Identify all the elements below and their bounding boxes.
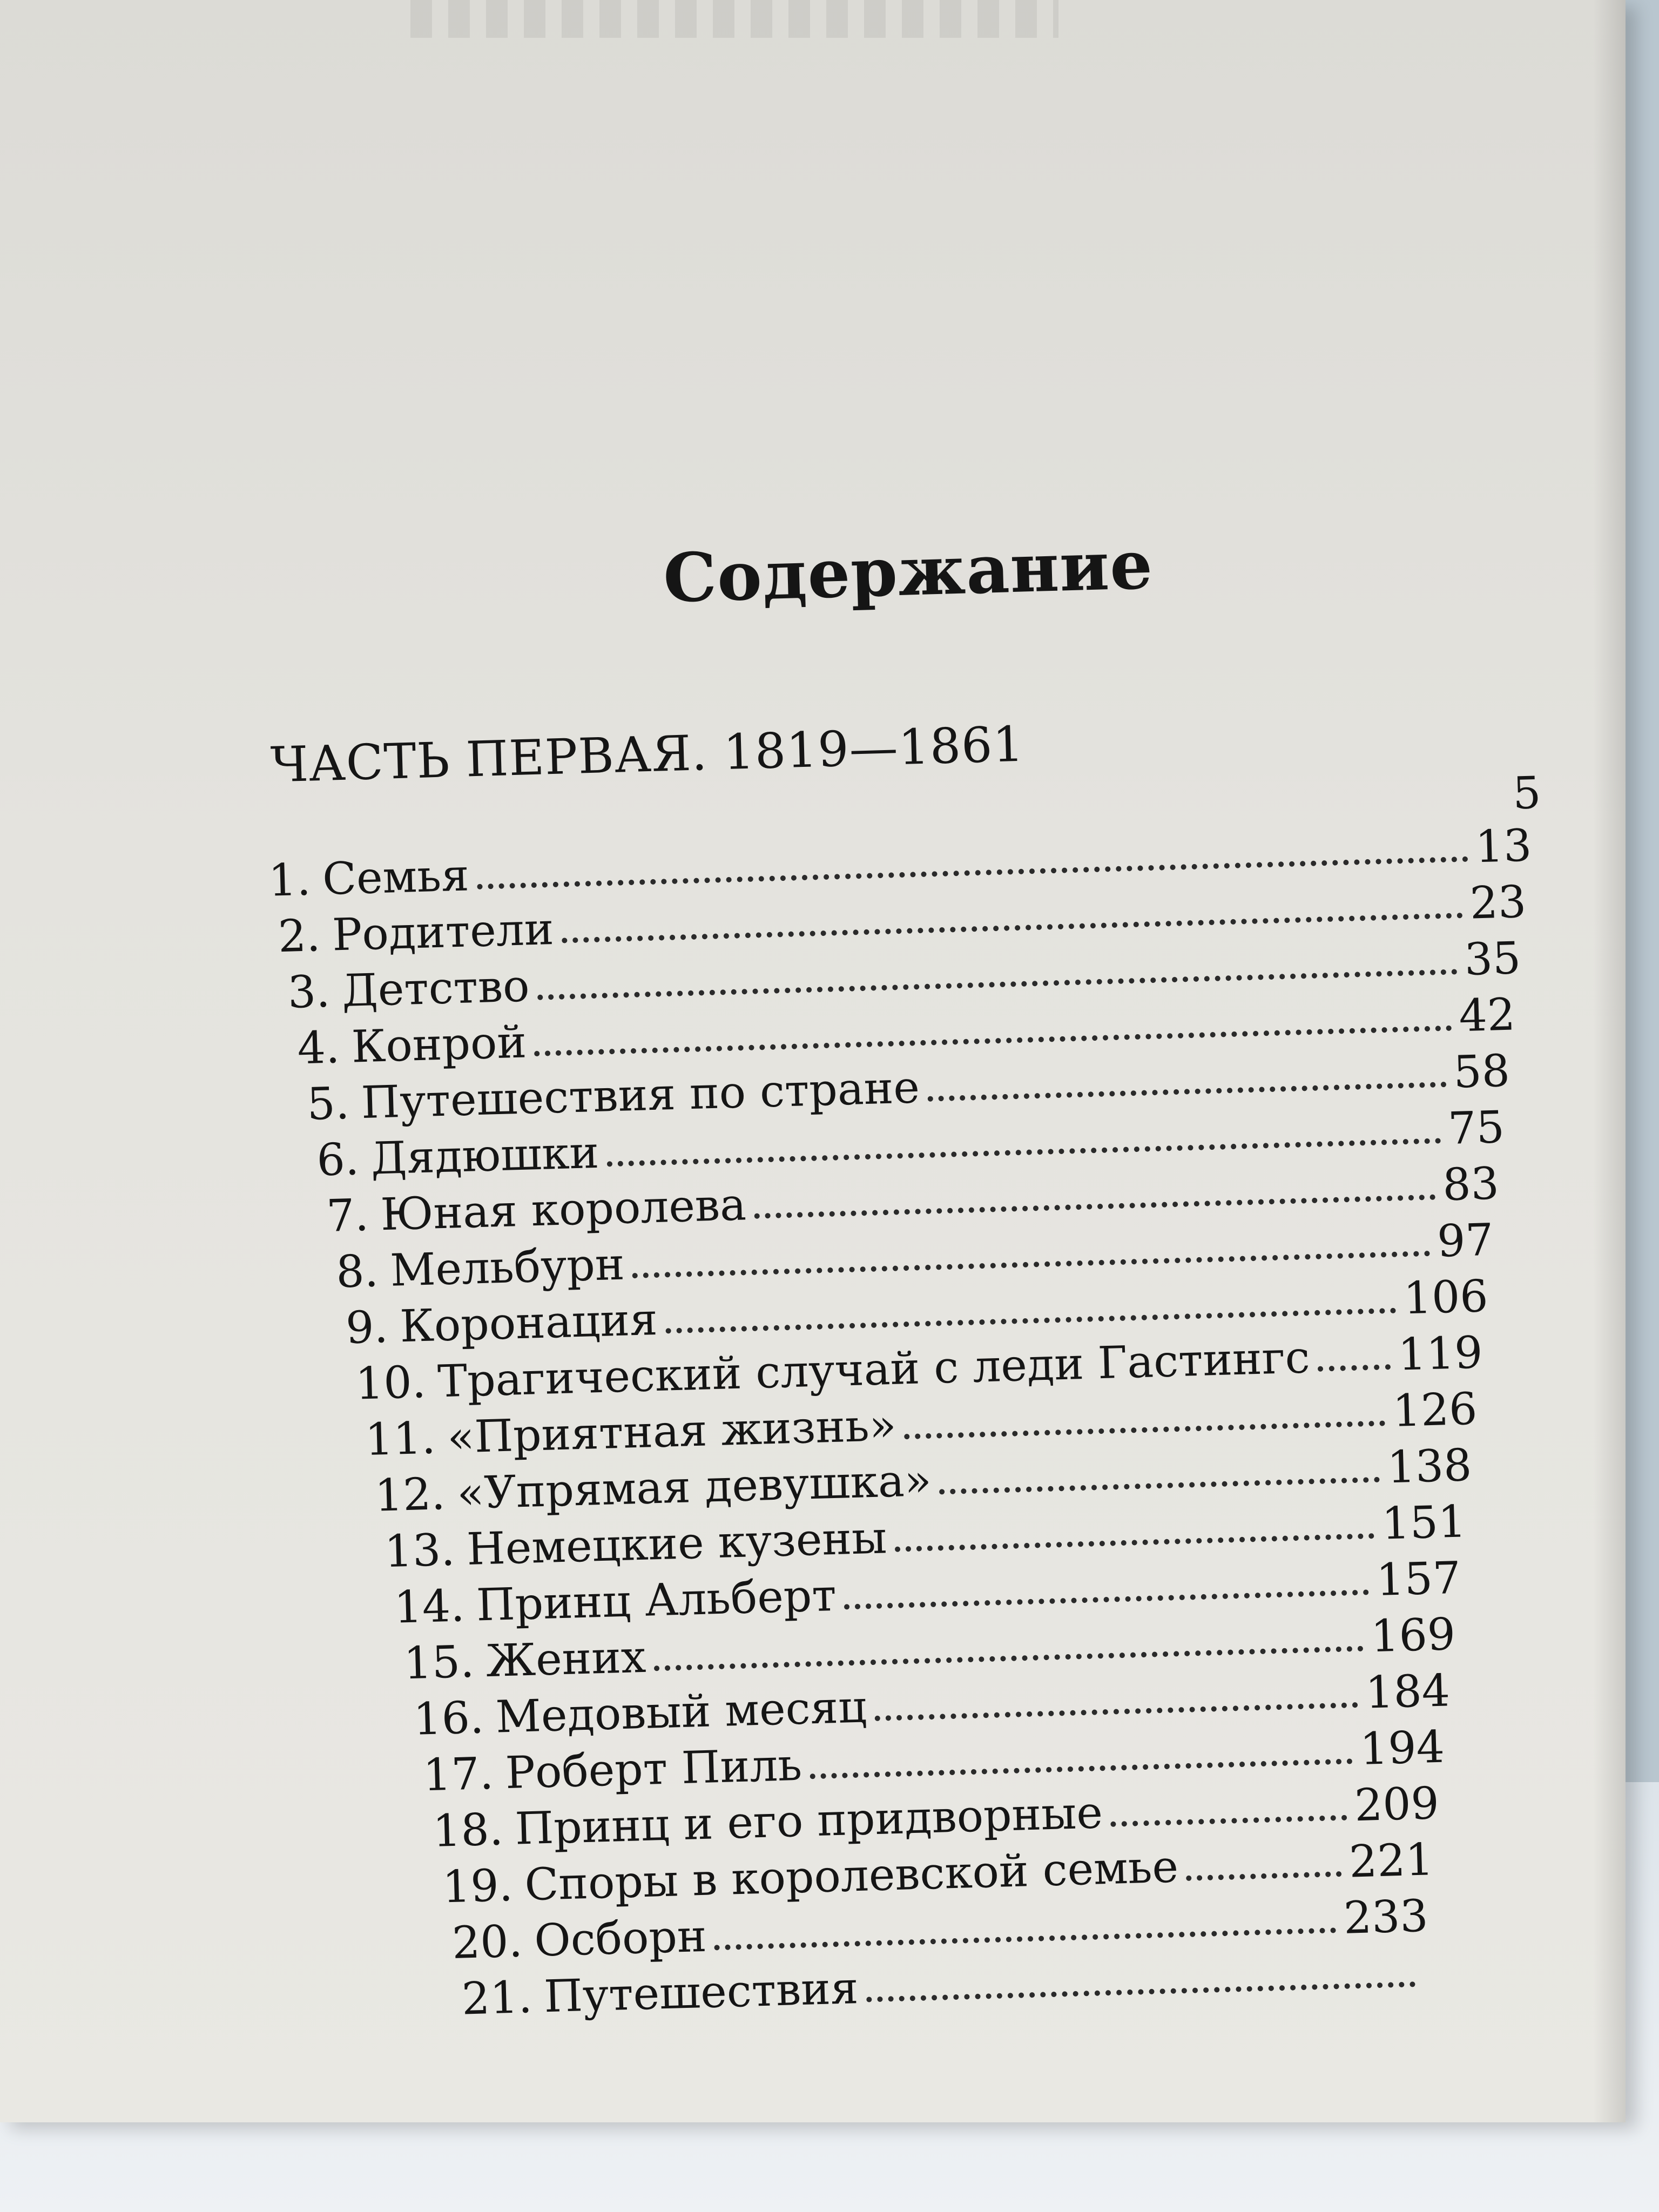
- entry-number: 10.: [354, 1357, 427, 1410]
- entry-page-number: 58: [1453, 1045, 1511, 1098]
- entry-number: 21.: [461, 1971, 533, 2025]
- dot-leader: [810, 1758, 1353, 1779]
- entry-title: Медовый месяц: [495, 1681, 868, 1743]
- entry-number: 6.: [316, 1134, 360, 1186]
- entry-number: 18.: [432, 1804, 504, 1857]
- page-edge-shadow: [1593, 0, 1626, 2122]
- entry-number: 8.: [335, 1245, 379, 1298]
- entry-title: Роберт Пиль: [504, 1739, 803, 1799]
- entry-title: Семья: [321, 849, 470, 905]
- entry-number: 5.: [306, 1077, 350, 1130]
- entry-page-number: 97: [1436, 1214, 1494, 1267]
- entry-title: Юная королева: [380, 1179, 747, 1241]
- entry-page-number: 13: [1474, 820, 1533, 873]
- entry-number: 2.: [277, 910, 321, 963]
- entry-title: Путешествия по стране: [360, 1062, 921, 1129]
- entry-title: Конрой: [350, 1016, 528, 1073]
- table-of-contents: [259, 515, 1596, 2032]
- bleed-through-text: [410, 0, 1058, 38]
- entry-page-number: 169: [1370, 1608, 1456, 1663]
- entry-title: Немецкие кузены: [466, 1512, 888, 1575]
- entry-number: 3.: [287, 966, 331, 1019]
- dot-leader: [927, 1082, 1446, 1102]
- entry-title: Осборн: [534, 1910, 707, 1967]
- entry-title: «Приятная жизнь»: [447, 1399, 897, 1464]
- entry-number: 1.: [267, 854, 312, 907]
- entry-page-number: 233: [1343, 1890, 1429, 1944]
- entry-page-number: 75: [1447, 1102, 1506, 1155]
- dot-leader: [904, 1420, 1385, 1439]
- entry-number: 14.: [393, 1580, 466, 1634]
- entry-page-number: 151: [1381, 1496, 1467, 1550]
- entry-title: Жених: [485, 1631, 647, 1688]
- entry-number: 20.: [451, 1916, 523, 1970]
- entry-number: 17.: [422, 1748, 495, 1802]
- entry-number: 9.: [345, 1301, 389, 1354]
- dot-leader: [844, 1589, 1369, 1609]
- entry-page-number: 184: [1365, 1665, 1451, 1719]
- entry-title: Споры в королевской семье: [524, 1841, 1179, 1911]
- entry-number: 15.: [403, 1636, 475, 1690]
- entry-number: 12.: [374, 1468, 446, 1522]
- entry-title: Трагический случай с леди Гастингс: [437, 1332, 1311, 1408]
- dot-leader: [1318, 1364, 1391, 1372]
- entry-number: 4.: [296, 1022, 341, 1075]
- entry-page-number: 119: [1397, 1327, 1483, 1381]
- entry-title: Мельбурн: [389, 1238, 625, 1297]
- page-title: Содержание: [662, 525, 1154, 618]
- entry-page-number: 221: [1348, 1834, 1434, 1888]
- entry-number: 11.: [364, 1412, 436, 1466]
- entry-title: «Упрямая девушка»: [456, 1454, 933, 1520]
- toc-list: [268, 817, 1596, 2032]
- dot-leader: [874, 1702, 1358, 1721]
- entry-page-number: 126: [1392, 1383, 1478, 1438]
- dot-leader: [665, 1308, 1397, 1334]
- dot-leader: [714, 1927, 1337, 1950]
- part-heading: ЧАСТЬ ПЕРВАЯ. 1819—1861: [269, 716, 1025, 794]
- entry-title: Родители: [331, 903, 555, 961]
- entry-number: 7.: [326, 1189, 370, 1242]
- dot-leader: [654, 1646, 1364, 1671]
- entry-title: Коронация: [399, 1293, 658, 1353]
- entry-page-number: 194: [1359, 1721, 1446, 1775]
- entry-page-number: 42: [1458, 989, 1516, 1042]
- dot-leader: [939, 1477, 1380, 1495]
- intro-page-number: 5: [1512, 767, 1542, 820]
- entry-page-number: 157: [1375, 1552, 1462, 1606]
- entry-title: Детство: [341, 960, 530, 1017]
- entry-title: Принц Альберт: [475, 1569, 837, 1631]
- entry-number: 16.: [413, 1692, 485, 1745]
- entry-title: Дядюшки: [370, 1127, 600, 1185]
- entry-number: 19.: [441, 1859, 514, 1913]
- dot-leader: [1186, 1871, 1341, 1881]
- dot-leader: [1110, 1815, 1347, 1827]
- entry-page-number: 209: [1353, 1777, 1440, 1832]
- dot-leader: [754, 1195, 1435, 1219]
- entry-page-number: 138: [1386, 1439, 1473, 1494]
- dot-leader: [895, 1533, 1375, 1552]
- dot-leader: [866, 1981, 1415, 2002]
- entry-page-number: 106: [1402, 1271, 1489, 1325]
- entry-title: Путешествия: [543, 1963, 859, 2023]
- entry-title: Принц и его придворные: [514, 1787, 1104, 1855]
- entry-page-number: 23: [1469, 876, 1527, 929]
- entry-page-number: 35: [1464, 933, 1522, 986]
- entry-number: 13.: [383, 1524, 456, 1578]
- entry-page-number: 83: [1441, 1158, 1500, 1211]
